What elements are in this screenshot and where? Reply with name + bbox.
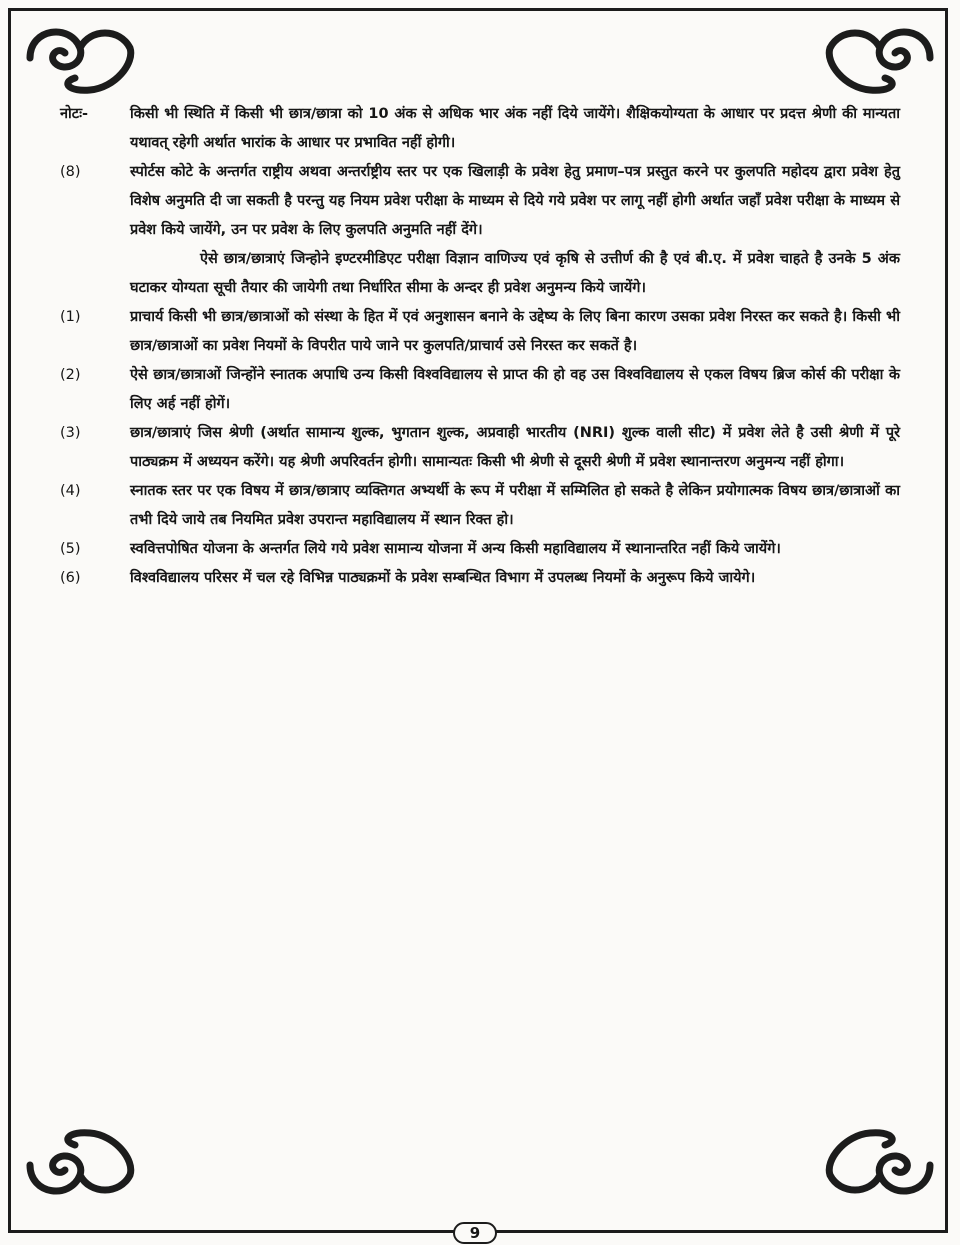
corner-ornament-top-right bbox=[820, 18, 940, 98]
document-body bbox=[60, 100, 900, 593]
rule-item bbox=[60, 419, 900, 477]
rule-item bbox=[60, 361, 900, 419]
rule-item bbox=[60, 303, 900, 361]
note-label: नोटः- bbox=[60, 106, 89, 122]
rule-item bbox=[60, 477, 900, 535]
rule-text: छात्र/छात्राएं जिस श्रेणी (अर्थात सामान्य शुल्क, भुगतान शुल्क, अप्रवाही भारतीय (NRI) शुल्क वाली सीट) में प्रवेश लेते है उसी श्रेणी में पूरे पाठ्यक्रम में अध्ययन करेंगे। यह श्रेणी अपरिवर्तन होगी। सामान्यतः किसी भी श्रेणी से दूसरी श्रेणी में प्रवेश स्थानान्तरण अनुमन्य नहीं होगा। bbox=[130, 425, 900, 470]
rule-text: प्राचार्य किसी भी छात्र/छात्राओं को संस्था के हित में एवं अनुशासन बनाने के उद्देष्य के लिए बिना कारण उसका प्रवेश निरस्त कर सकते है। किसी भी छात्र/छात्राओं का प्रवेश नियमों के विपरीत पाये जाने पर कुलपति/प्राचार्य उसे निरस्त कर सकतें है। bbox=[130, 309, 900, 354]
page-number: 9 bbox=[453, 1222, 497, 1244]
rule-text: स्नातक स्तर पर एक विषय में छात्र/छात्राए व्यक्तिगत अभ्यर्थी के रूप में परीक्षा में सम्मिलित हो सकते है लेकिन प्रयोगात्मक विषय छात्र/छात्राओं का तभी दिये जाये तब नियमित प्रवेश उपरान्त महाविद्यालय में स्थान रिक्त हो। bbox=[130, 483, 900, 528]
note-paragraph bbox=[60, 100, 900, 158]
corner-ornament-top-left bbox=[20, 18, 140, 98]
rule-marker: (4) bbox=[60, 483, 81, 499]
corner-ornament-bottom-left bbox=[20, 1125, 140, 1205]
rule-text: ऐसे छात्र/छात्राओं जिन्होंने स्नातक अपाधि उन्य किसी विश्वविद्यालय से प्राप्त की हो वह उस विश्वविद्यालय से एकल विषय ब्रिज कोर्स की परीक्षा के लिए अर्ह नहीं होगें। bbox=[130, 367, 900, 412]
intermediate-text: ऐसे छात्र/छात्राएं जिन्होने इण्टरमीडिएट परीक्षा विज्ञान वाणिज्य एवं कृषि से उत्तीर्ण की है एवं बी.ए. में प्रवेश चाहते है उनके 5 अंक घटाकर योग्यता सूची तैयार की जायेगी तथा निर्धारित सीमा के अन्दर ही प्रवेश अनुमन्य किये जायेंगे। bbox=[130, 251, 900, 296]
sports-quota-paragraph bbox=[60, 158, 900, 245]
rule-marker: (6) bbox=[60, 570, 81, 586]
rule-marker: (1) bbox=[60, 309, 81, 325]
rule-marker: (2) bbox=[60, 367, 81, 383]
rule-marker: (5) bbox=[60, 541, 81, 557]
intermediate-paragraph bbox=[60, 245, 900, 303]
corner-ornament-bottom-right bbox=[820, 1125, 940, 1205]
note-text: किसी भी स्थिति में किसी भी छात्र/छात्रा को 10 अंक से अधिक भार अंक नहीं दिये जायेंगे। शैक्षिकयोग्यता के आधार पर प्रदत्त श्रेणी की मान्यता यथावत् रहेगी अर्थात भारांक के आधार पर प्रभावित नहीं होगी। bbox=[130, 106, 900, 151]
rule-item bbox=[60, 564, 900, 593]
sports-marker: (8) bbox=[60, 164, 81, 180]
rule-text: स्ववित्तपोषित योजना के अन्तर्गत लिये गये प्रवेश सामान्य योजना में अन्य किसी महाविद्यालय में स्थानान्तरित नहीं किये जायेंगे। bbox=[130, 541, 781, 557]
rule-item bbox=[60, 535, 900, 564]
rule-marker: (3) bbox=[60, 425, 81, 441]
rule-text: विश्वविद्यालय परिसर में चल रहे विभिन्न पाठ्यक्रमों के प्रवेश सम्बन्धित विभाग में उपलब्ध नियमों के अनुरूप किये जायेगे। bbox=[130, 570, 756, 586]
sports-text: स्पोर्टस कोटे के अन्तर्गत राष्ट्रीय अथवा अन्तर्राष्ट्रीय स्तर पर एक खिलाड़ी के प्रवेश हेतु प्रमाण–पत्र प्रस्तुत करने पर कुलपति महोदय द्वारा प्रवेश हेतु विशेष अनुमति दी जा सकती है परन्तु यह नियम प्रवेश परीक्षा के माध्यम से दिये गये प्रवेश पर लागू नहीं होगी अर्थात जहाँ प्रवेश परीक्षा के माध्यम से प्रवेश किये जायेंगे, उन पर प्रवेश के लिए कुलपति अनुमति नहीं देंगे। bbox=[130, 164, 900, 238]
